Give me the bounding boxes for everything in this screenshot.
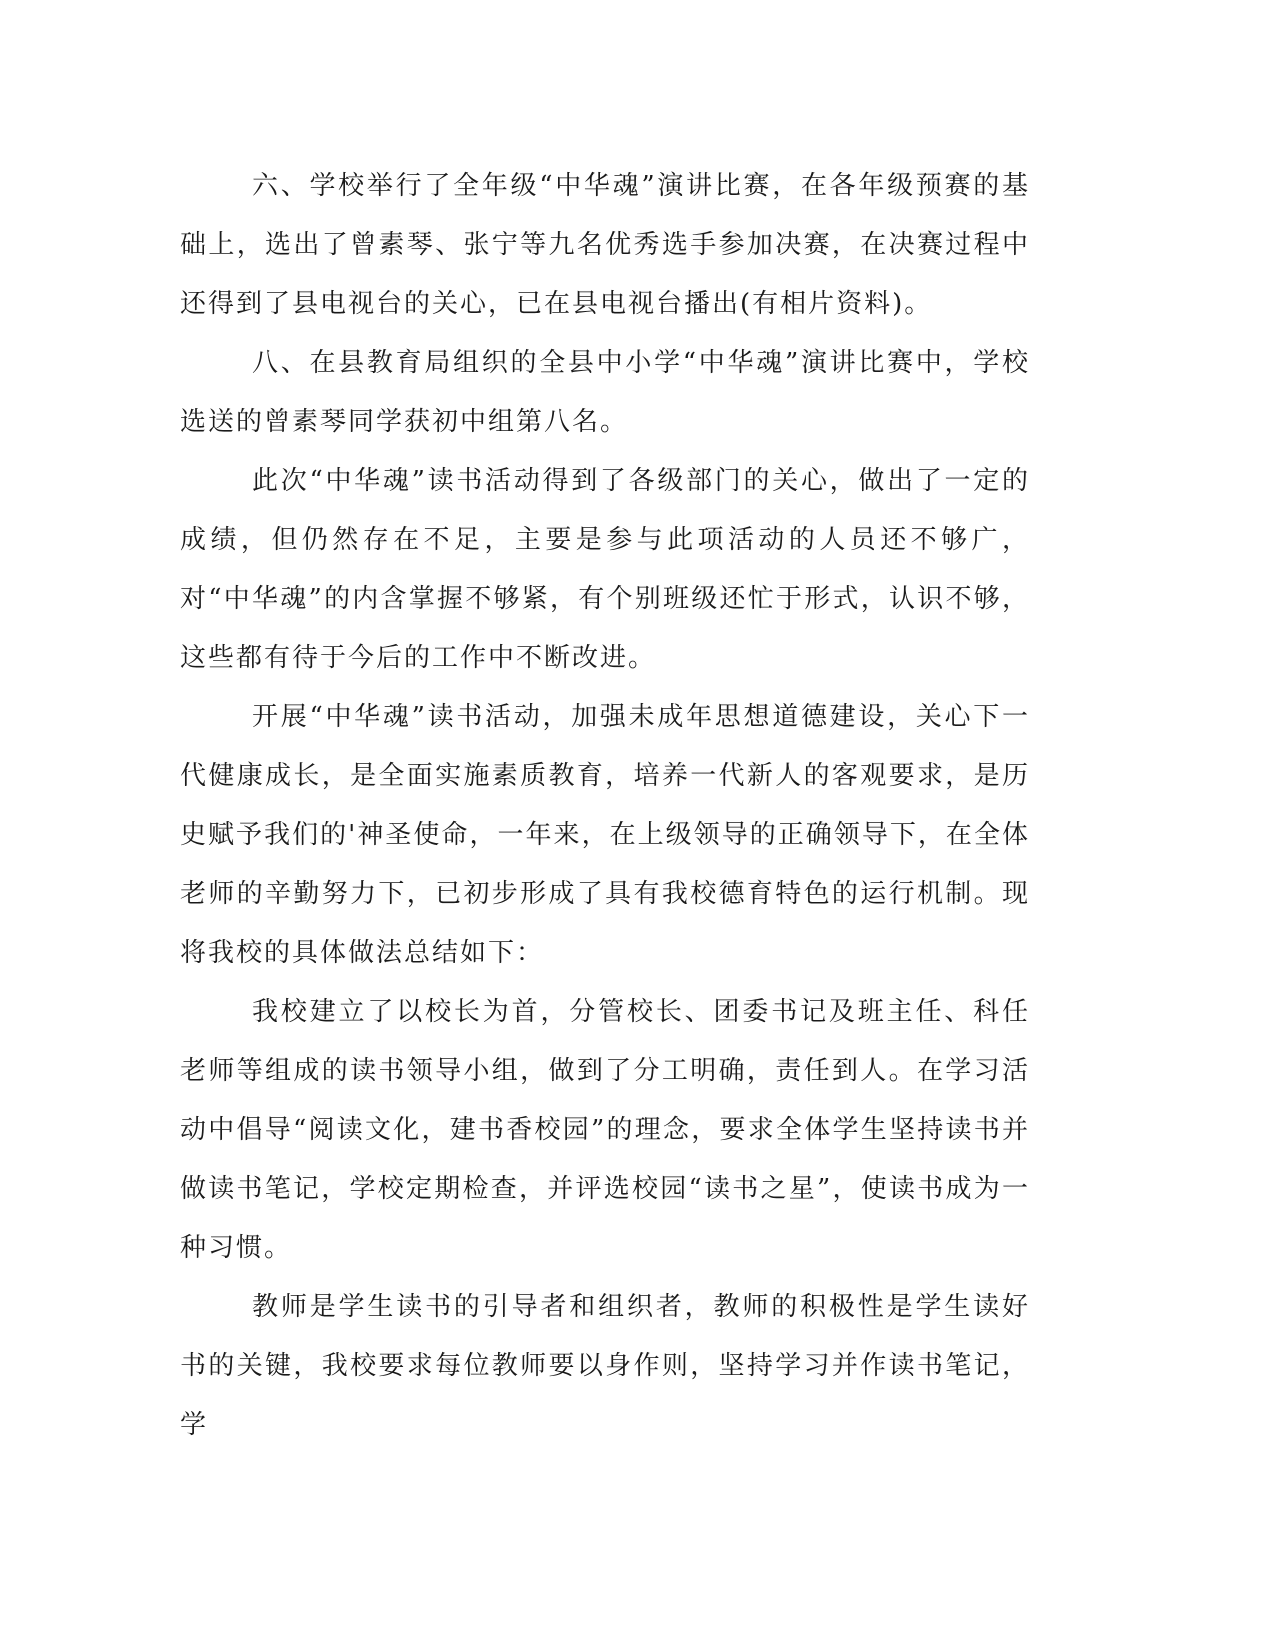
paragraph-county-contest: 八、在县教育局组织的全县中小学“中华魂”演讲比赛中，学校选送的曾素琴同学获初中组第八名。 [180, 348, 1030, 437]
paragraph-shortcomings: 此次“中华魂”读书活动得到了各级部门的关心，做出了一定的成绩，但仍然存在不足，主要是参与此项活动的人员还不够广，对“中华魂”的内含掌握不够紧，有个别班级还忙于形式，认识不够，这些都有待于今后的工作中不断改进。 [180, 466, 1030, 673]
paragraph-leadership-group: 我校建立了以校长为首，分管校长、团委书记及班主任、科任老师等组成的读书领导小组，做到了分工明确，责任到人。在学习活动中倡导“阅读文化，建书香校园”的理念，要求全体学生坚持读书并做读书笔记，学校定期检查，并评选校园“读书之星”，使读书成为一种习惯。 [180, 997, 1030, 1263]
paragraph-reading-activity: 开展“中华魂”读书活动，加强未成年思想道德建设，关心下一代健康成长，是全面实施素质教育，培养一代新人的客观要求，是历史赋予我们的'神圣使命，一年来，在上级领导的正确领导下，在全体老师的辛勤努力下，已初步形成了具有我校德育特色的运行机制。现将我校的具体做法总结如下： [180, 702, 1030, 968]
document-body [180, 157, 1030, 1455]
paragraph-speech-contest: 六、学校举行了全年级“中华魂”演讲比赛，在各年级预赛的基础上，选出了曾素琴、张宁等九名优秀选手参加决赛，在决赛过程中还得到了县电视台的关心，已在县电视台播出(有相片资料)。 [180, 171, 1030, 319]
paragraph-teachers: 教师是学生读书的引导者和组织者，教师的积极性是学生读好书的关键，我校要求每位教师要以身作则，坚持学习并作读书笔记，学 [180, 1292, 1030, 1440]
